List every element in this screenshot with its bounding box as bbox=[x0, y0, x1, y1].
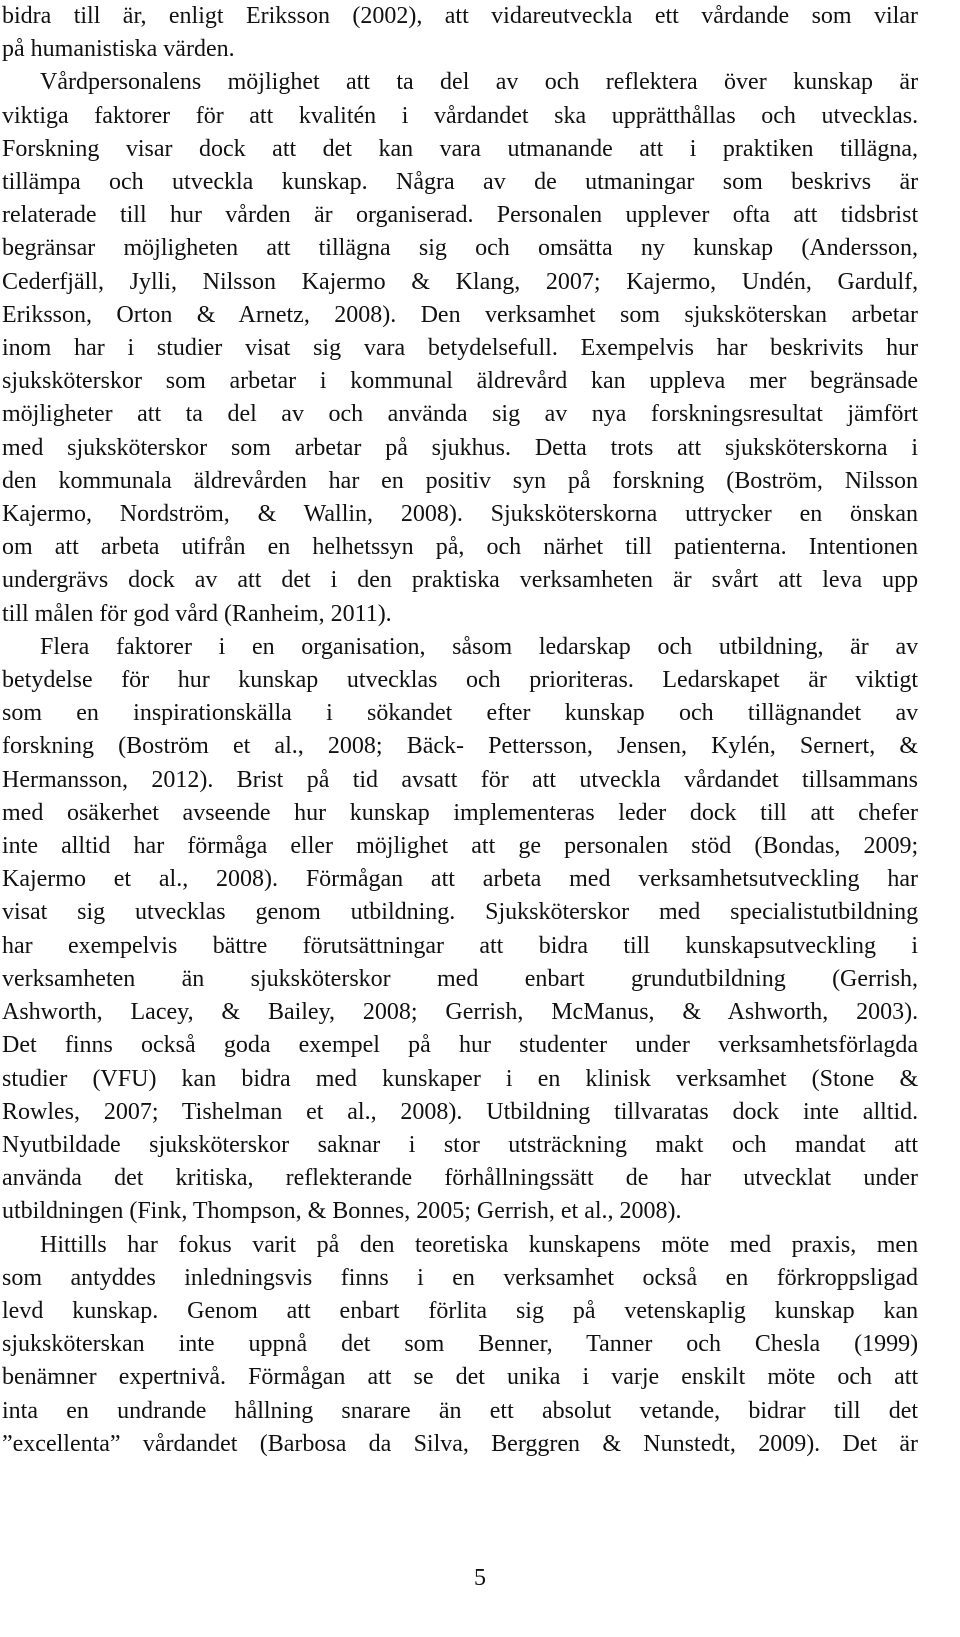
text-line: tillämpa och utveckla kunskap. Några av de utmaningar som beskrivs är bbox=[2, 169, 919, 196]
text-line: Ashworth, Lacey, & Bailey, 2008; Gerrish, McManus, & Ashworth, 2003). bbox=[2, 999, 919, 1026]
text-line: viktiga faktorer för att kvalitén i vårdandet ska upprätthållas och utvecklas. bbox=[2, 102, 919, 129]
text-line: utbildningen (Fink, Thompson, & Bonnes, 2005; Gerrish, et al., 2008). bbox=[2, 1198, 682, 1225]
page-number: 5 bbox=[474, 1565, 486, 1591]
text-line: visat sig utvecklas genom utbildning. Sjuksköterskor med specialistutbildning bbox=[2, 899, 919, 926]
text-line: som antyddes inledningsvis finns i en verksamhet också en förkroppsligad bbox=[2, 1264, 918, 1291]
text-line: benämner expertnivå. Förmågan att se det unika i varje enskilt möte och att bbox=[2, 1364, 919, 1391]
text-line: Vårdpersonalens möjlighet att ta del av och reflektera över kunskap är bbox=[40, 69, 919, 96]
text-line: har exempelvis bättre förutsättningar att bidra till kunskapsutveckling i bbox=[2, 932, 919, 959]
text-line: undergrävs dock av att det i den praktiska verksamheten är svårt att leva upp bbox=[2, 567, 919, 594]
text-line: Kajermo et al., 2008). Förmågan att arbeta med verksamhetsutveckling har bbox=[2, 866, 918, 893]
text-line: Rowles, 2007; Tishelman et al., 2008). Utbildning tillvaratas dock inte alltid. bbox=[2, 1098, 919, 1125]
text-line: sjuksköterskan inte uppnå det som Benner, Tanner och Chesla (1999) bbox=[2, 1331, 919, 1358]
text-line: inte alltid har förmåga eller möjlighet att ge personalen stöd (Bondas, 2009; bbox=[2, 833, 919, 860]
text-line: Det finns också goda exempel på hur studenter under verksamhetsförlagda bbox=[2, 1032, 919, 1059]
text-line: på humanistiska värden. bbox=[2, 36, 235, 63]
text-line: möjligheter att ta del av och använda sig av nya forskningsresultat jämfört bbox=[2, 401, 919, 428]
text-line: som en inspirationskälla i sökandet efter kunskap och tillägnandet av bbox=[2, 700, 919, 727]
text-line: Kajermo, Nordström, & Wallin, 2008). Sjuksköterskorna uttrycker en önskan bbox=[2, 501, 919, 528]
text-line: Cederfjäll, Jylli, Nilsson Kajermo & Klang, 2007; Kajermo, Undén, Gardulf, bbox=[2, 268, 919, 295]
text-line: verksamheten än sjuksköterskor med enbart grundutbildning (Gerrish, bbox=[2, 965, 919, 992]
text-line: Hermansson, 2012). Brist på tid avsatt för att utveckla vårdandet tillsammans bbox=[2, 766, 918, 793]
text-line: bidra till är, enligt Eriksson (2002), att vidareutveckla ett vårdande som vilar bbox=[2, 3, 918, 29]
text-line: använda det kritiska, reflekterande förhållningssätt de har utvecklat under bbox=[2, 1165, 918, 1192]
text-line: Hittills har fokus varit på den teoretiska kunskapens möte med praxis, men bbox=[40, 1231, 919, 1258]
text-line: med sjuksköterskor som arbetar på sjukhus. Detta trots att sjuksköterskorna i bbox=[2, 434, 919, 461]
text-line: forskning (Boström et al., 2008; Bäck- Pettersson, Jensen, Kylén, Sernert, & bbox=[2, 733, 919, 760]
text-line: den kommunala äldrevården har en positiv syn på forskning (Boström, Nilsson bbox=[2, 467, 919, 494]
text-line: levd kunskap. Genom att enbart förlita sig på vetenskaplig kunskap kan bbox=[2, 1297, 919, 1324]
text-line: Forskning visar dock att det kan vara utmanande att i praktiken tillägna, bbox=[2, 135, 919, 162]
text-line: om att arbeta utifrån en helhetssyn på, och närhet till patienterna. Intentionen bbox=[2, 534, 918, 561]
text-line: Nyutbildade sjuksköterskor saknar i stor utsträckning makt och mandat att bbox=[2, 1131, 919, 1158]
body-text bbox=[2, 0, 918, 1461]
text-line: sjuksköterskor som arbetar i kommunal äldrevård kan uppleva mer begränsade bbox=[2, 368, 919, 395]
text-line: studier (VFU) kan bidra med kunskaper i en klinisk verksamhet (Stone & bbox=[2, 1065, 919, 1092]
text-line: inom har i studier visat sig vara betydelsefull. Exempelvis har beskrivits hur bbox=[2, 335, 919, 362]
text-line: inta en undrande hållning snarare än ett absolut vetande, bidrar till det bbox=[2, 1397, 919, 1424]
text-line: med osäkerhet avseende hur kunskap implementeras leder dock till att chefer bbox=[2, 799, 919, 826]
text-line: ”excellenta” vårdandet (Barbosa da Silva, Berggren & Nunstedt, 2009). Det är bbox=[2, 1430, 919, 1457]
text-line: Eriksson, Orton & Arnetz, 2008). Den verksamhet som sjuksköterskan arbetar bbox=[2, 301, 919, 328]
text-line: begränsar möjligheten att tillägna sig och omsätta ny kunskap (Andersson, bbox=[2, 235, 919, 262]
text-line: relaterade till hur vården är organiserad. Personalen upplever ofta att tidsbrist bbox=[2, 202, 919, 229]
text-line: betydelse för hur kunskap utvecklas och prioriteras. Ledarskapet är viktigt bbox=[2, 667, 919, 694]
text-line: Flera faktorer i en organisation, såsom ledarskap och utbildning, är av bbox=[40, 633, 919, 660]
text-line: till målen för god vård (Ranheim, 2011). bbox=[2, 600, 392, 627]
